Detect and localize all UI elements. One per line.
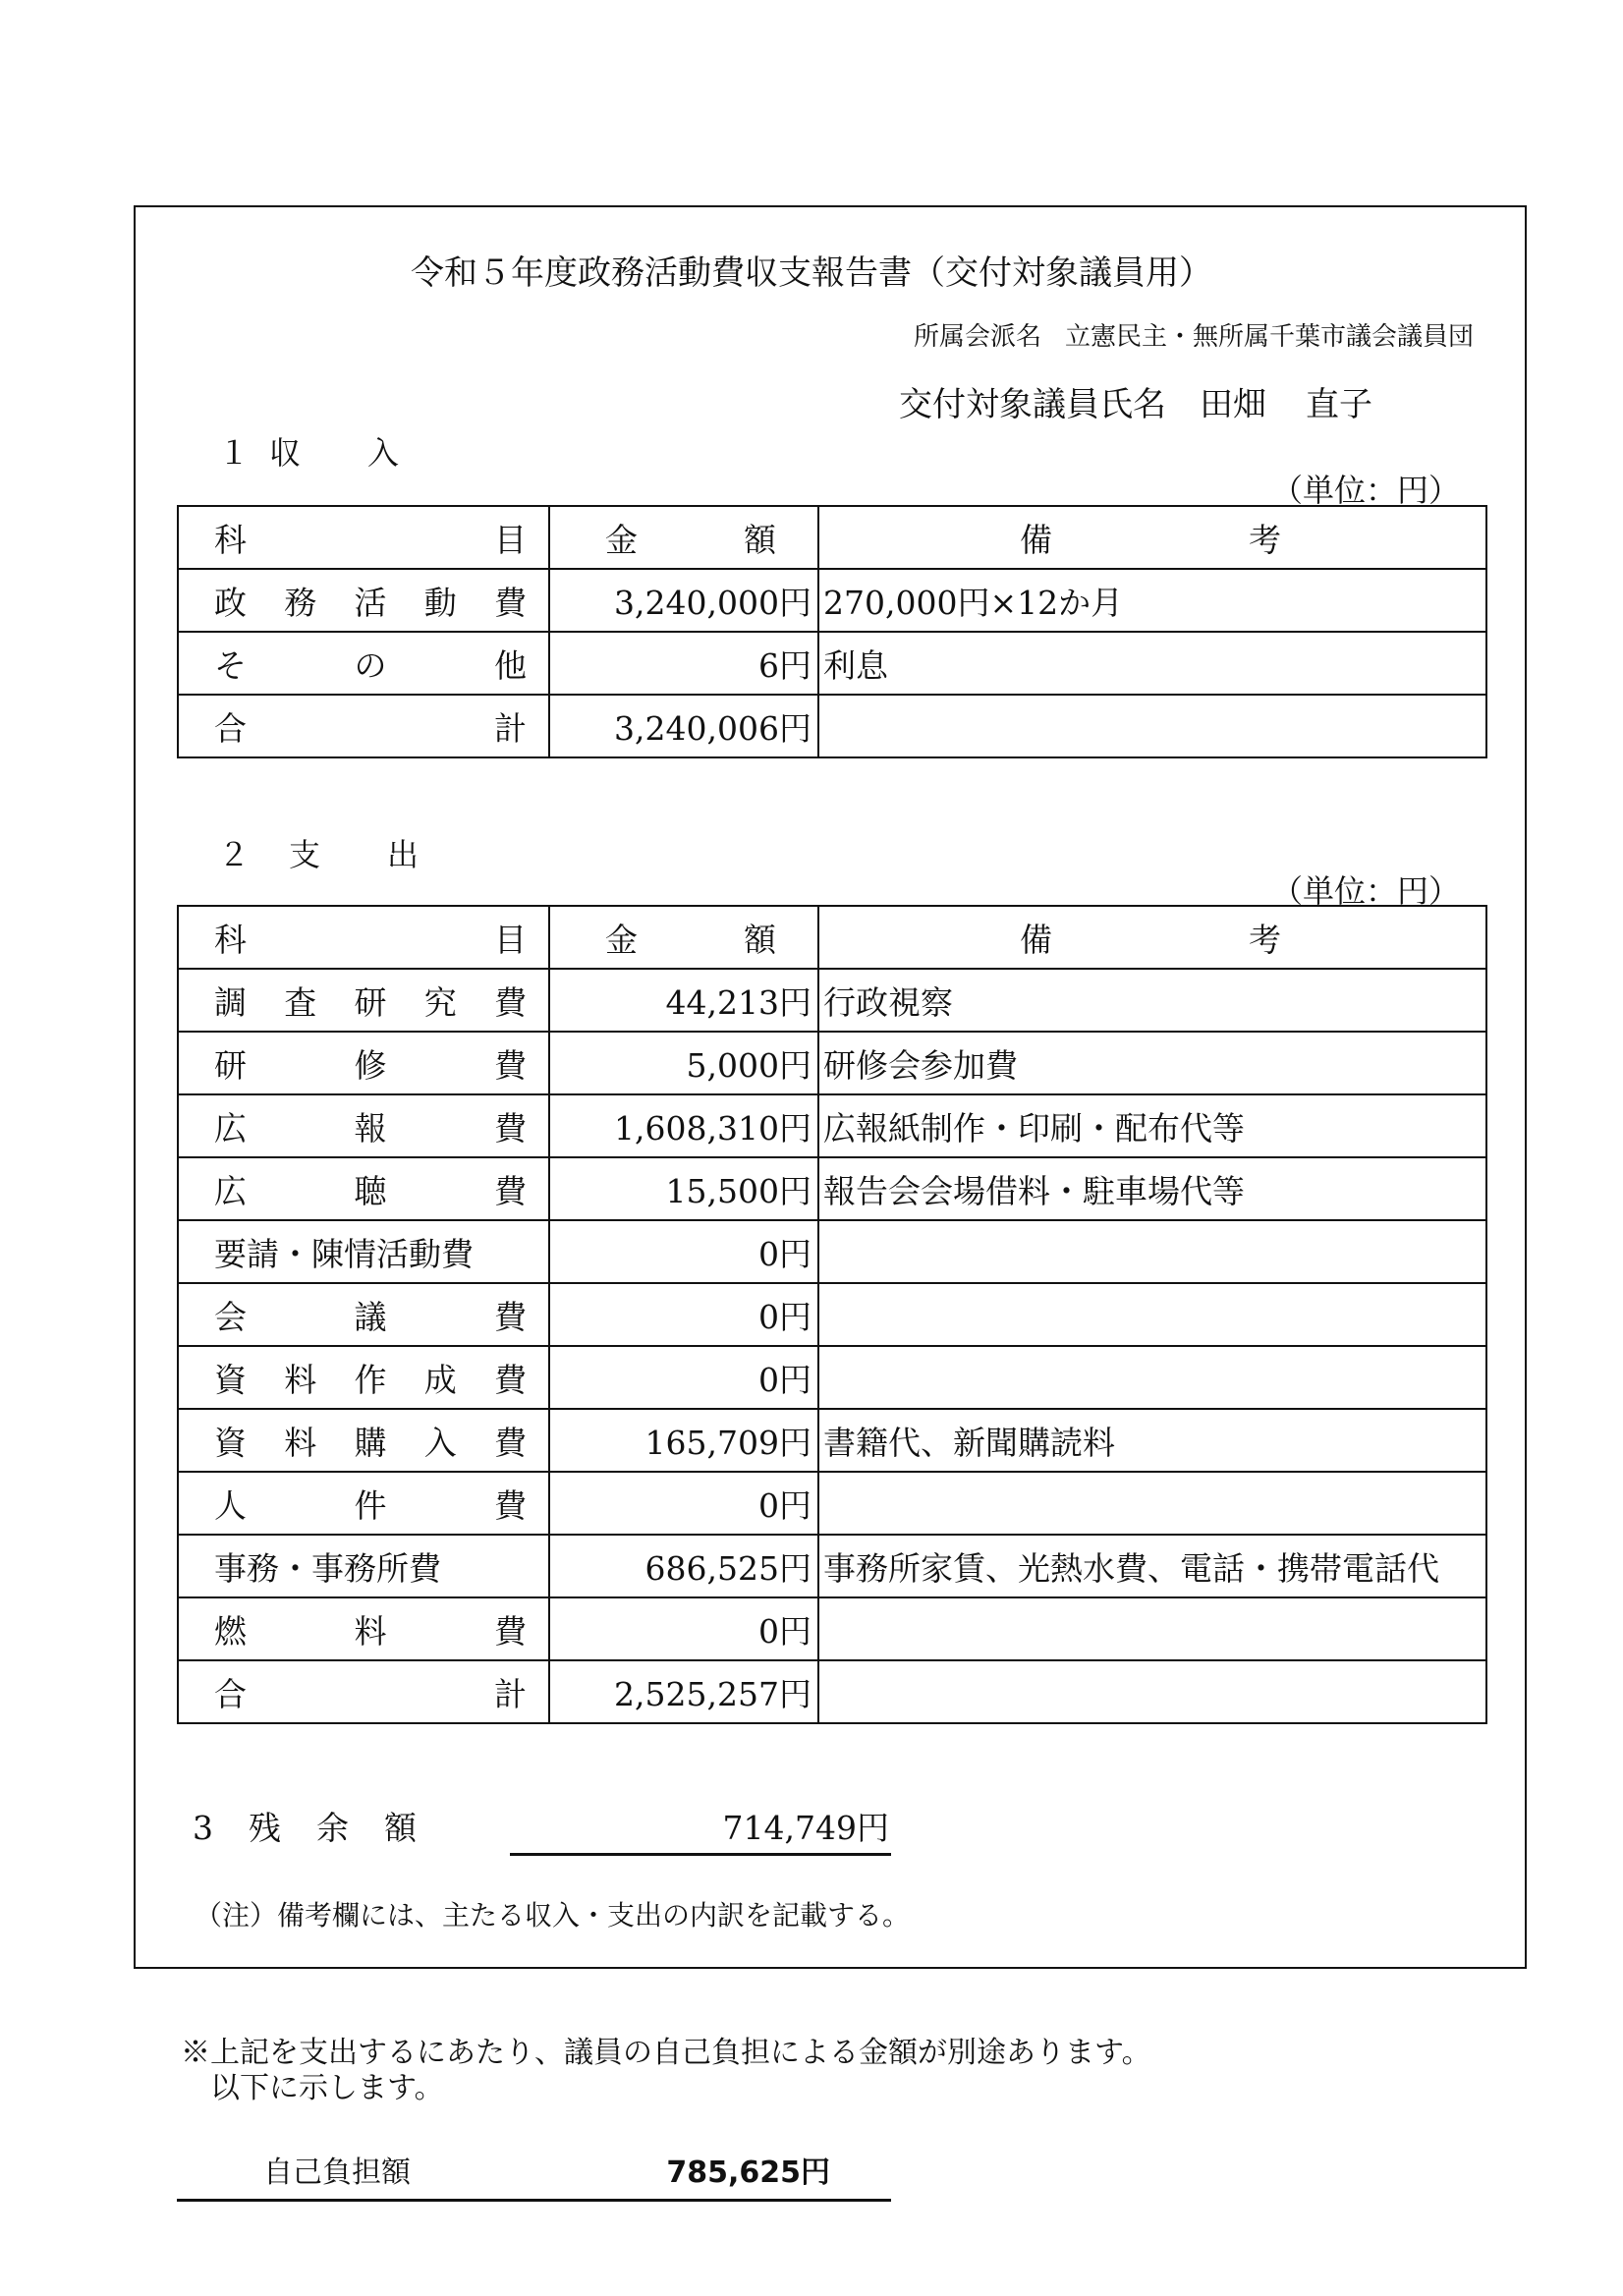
item-label: 費 [494, 1423, 527, 1462]
member-line [899, 377, 1372, 425]
remarks-cell: 行政視察 [818, 969, 1486, 1032]
item-label: 査 [284, 982, 317, 1022]
income-row [178, 695, 1486, 757]
item-label: 料 [284, 1360, 317, 1399]
item-label: 成 [423, 1360, 457, 1399]
item-label: そ [214, 645, 247, 685]
balance-number: 3 [193, 1809, 213, 1847]
expenditure-row [178, 1346, 1486, 1409]
amount-cell: 0円 [549, 1472, 818, 1535]
item-label: 料 [354, 1611, 387, 1651]
remarks-cell: 利息 [818, 632, 1486, 695]
remarks-cell [818, 1660, 1486, 1723]
income-heading [218, 428, 399, 474]
item-label: 件 [354, 1485, 387, 1525]
item-label: 他 [494, 645, 527, 685]
self-pay-label: 自己負担額 [263, 2156, 411, 2190]
amount-cell: 3,240,006円 [549, 695, 818, 757]
member-label: 交付対象議員氏名 [899, 385, 1166, 424]
item-label: 会 [214, 1297, 247, 1336]
amount-cell: 15,500円 [549, 1157, 818, 1220]
remarks-cell [818, 1346, 1486, 1409]
item-label: 動 [423, 583, 457, 622]
header-amount-char: 額 [744, 520, 776, 559]
expenditure-row [178, 1094, 1486, 1157]
item-label: 報 [354, 1108, 387, 1148]
header-amount-char: 額 [744, 920, 776, 959]
note-text: （注）備考欄には、主たる収入・支出の内訳を記載する。 [195, 1899, 911, 1932]
remarks-cell [818, 1220, 1486, 1283]
income-header-row [178, 506, 1486, 569]
remarks-cell [818, 1472, 1486, 1535]
expenditure-table [177, 905, 1487, 1724]
amount-cell: 0円 [549, 1283, 818, 1346]
balance-label-char: 残 [249, 1809, 281, 1847]
item-cell [178, 1472, 549, 1535]
balance-label-char: 額 [384, 1809, 417, 1847]
member-surname: 田畑 [1200, 385, 1266, 424]
item-label: 作 [354, 1360, 387, 1399]
header-amount [549, 906, 818, 969]
item-label: 政 [214, 583, 247, 622]
expenditure-row [178, 1597, 1486, 1660]
income-table [177, 505, 1487, 758]
item-label: 費 [494, 1611, 527, 1651]
item-label: 資 [214, 1423, 247, 1462]
item-label: 費 [494, 1485, 527, 1525]
amount-cell: 44,213円 [549, 969, 818, 1032]
balance-value: 714,749円 [722, 1809, 889, 1847]
item-label: 合 [214, 708, 247, 748]
header-item [178, 506, 549, 569]
item-label: 燃 [214, 1611, 247, 1651]
remarks-cell: 270,000円×12か月 [818, 569, 1486, 632]
self-pay-value: 785,625円 [666, 2156, 830, 2190]
expenditure-row [178, 1220, 1486, 1283]
item-label: 費 [494, 1360, 527, 1399]
faction-line [914, 316, 1474, 353]
item-cell [178, 1597, 549, 1660]
header-item-char: 科 [214, 520, 247, 559]
item-label: 費 [494, 1297, 527, 1336]
item-label: 費 [494, 982, 527, 1022]
amount-cell: 6円 [549, 632, 818, 695]
member-given-name: 直子 [1306, 385, 1372, 424]
header-amount-char: 金 [605, 520, 638, 559]
remarks-cell: 広報紙制作・印刷・配布代等 [818, 1094, 1486, 1157]
item-label: 購 [354, 1423, 387, 1462]
item-label: 研 [354, 982, 387, 1022]
item-label: 議 [354, 1297, 387, 1336]
item-label: 務 [284, 583, 317, 622]
item-label: 調 [214, 982, 247, 1022]
item-cell [178, 1032, 549, 1094]
income-row [178, 569, 1486, 632]
item-label: 費 [494, 1108, 527, 1148]
item-cell [178, 1660, 549, 1723]
header-item-char: 科 [214, 920, 247, 959]
expenditure-row [178, 1157, 1486, 1220]
item-label: 究 [423, 982, 457, 1022]
item-cell [178, 1220, 549, 1283]
item-label: 事務・事務所費 [214, 1548, 441, 1588]
header-remarks-char: 考 [1249, 920, 1281, 959]
item-label: 修 [354, 1045, 387, 1085]
expenditure-row [178, 1472, 1486, 1535]
header-remarks-char: 備 [1020, 920, 1052, 959]
item-label: 計 [494, 708, 527, 748]
balance-label [193, 1803, 452, 1849]
amount-cell: 165,709円 [549, 1409, 818, 1472]
item-label: 聴 [354, 1171, 387, 1210]
header-remarks-char: 考 [1249, 520, 1281, 559]
item-label: 要請・陳情活動費 [214, 1234, 474, 1273]
remarks-cell: 報告会会場借料・駐車場代等 [818, 1157, 1486, 1220]
remarks-cell: 書籍代、新聞購読料 [818, 1409, 1486, 1472]
expenditure-heading-char-1: 支 [289, 836, 321, 873]
income-number: １ [218, 434, 251, 472]
expenditure-unit: （単位：円） [1270, 872, 1460, 910]
item-label: 費 [494, 1171, 527, 1210]
item-label: 費 [494, 583, 527, 622]
amount-cell: 2,525,257円 [549, 1660, 818, 1723]
item-label: 費 [494, 1045, 527, 1085]
balance-label-char: 余 [316, 1809, 349, 1847]
item-label: 資 [214, 1360, 247, 1399]
item-cell [178, 1409, 549, 1472]
item-cell [178, 969, 549, 1032]
item-cell [178, 1094, 549, 1157]
item-label: 入 [423, 1423, 457, 1462]
header-remarks-char: 備 [1020, 520, 1052, 559]
item-cell [178, 632, 549, 695]
item-cell [178, 695, 549, 757]
expenditure-row [178, 1660, 1486, 1723]
expenditure-row [178, 1535, 1486, 1597]
self-pay-underline [177, 2199, 891, 2202]
expenditure-row [178, 1032, 1486, 1094]
item-cell [178, 1346, 549, 1409]
item-label: 計 [494, 1674, 527, 1713]
remarks-cell [818, 1597, 1486, 1660]
item-label: 広 [214, 1171, 247, 1210]
item-label: 合 [214, 1674, 247, 1713]
item-label: 料 [284, 1423, 317, 1462]
remarks-cell [818, 695, 1486, 757]
amount-cell: 0円 [549, 1220, 818, 1283]
header-amount [549, 506, 818, 569]
amount-cell: 686,525円 [549, 1535, 818, 1597]
header-item-char: 目 [494, 920, 527, 959]
item-label: 人 [214, 1485, 247, 1525]
item-cell [178, 569, 549, 632]
header-item-char: 目 [494, 520, 527, 559]
header-item [178, 906, 549, 969]
expenditure-row [178, 1409, 1486, 1472]
faction-label: 所属会派名 [913, 322, 1041, 352]
amount-cell: 1,608,310円 [549, 1094, 818, 1157]
expenditure-row [178, 1283, 1486, 1346]
item-cell [178, 1535, 549, 1597]
item-cell [178, 1157, 549, 1220]
item-label: 広 [214, 1108, 247, 1148]
item-cell [178, 1283, 549, 1346]
faction-value: 立憲民主・無所属千葉市議会議員団 [1064, 322, 1474, 352]
amount-cell: 0円 [549, 1346, 818, 1409]
expenditure-row [178, 969, 1486, 1032]
remarks-cell: 事務所家賃、光熱水費、電話・携帯電話代 [818, 1535, 1486, 1597]
amount-cell: 3,240,000円 [549, 569, 818, 632]
amount-cell: 5,000円 [549, 1032, 818, 1094]
expenditure-header-row [178, 906, 1486, 969]
balance-underline [510, 1853, 891, 1856]
remarks-cell [818, 1283, 1486, 1346]
income-heading-char-2: 入 [367, 434, 400, 472]
item-label: 研 [214, 1045, 247, 1085]
expenditure-heading [218, 830, 419, 875]
expenditure-number: ２ [218, 836, 251, 873]
income-row [178, 632, 1486, 695]
self-pay-remark: ※上記を支出するにあたり、議員の自己負担による金額が別途あります。 以下に示します。 [181, 2036, 1151, 2105]
income-unit: （単位：円） [1270, 472, 1460, 509]
remarks-cell: 研修会参加費 [818, 1032, 1486, 1094]
header-remarks [818, 506, 1486, 569]
amount-cell: 0円 [549, 1597, 818, 1660]
page-title: 令和５年度政務活動費収支報告書（交付対象議員用） [411, 253, 1212, 293]
header-remarks [818, 906, 1486, 969]
item-label: の [354, 645, 387, 685]
income-heading-char-1: 収 [269, 434, 302, 472]
header-amount-char: 金 [605, 920, 638, 959]
item-label: 活 [354, 583, 387, 622]
expenditure-heading-char-2: 出 [387, 836, 420, 873]
